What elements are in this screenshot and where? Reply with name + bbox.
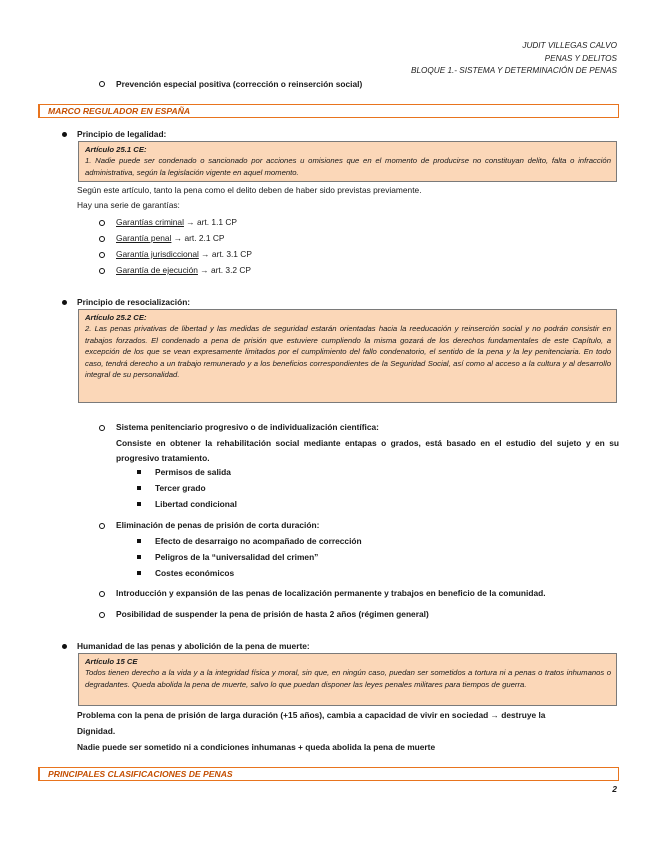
bullet-circle [99,591,105,597]
principle-heading: Humanidad de las penas y abolición de la pena de muerte: [77,641,310,651]
article-box [78,309,617,403]
list-item: Libertad condicional [155,499,237,509]
bullet-square [137,555,141,559]
list-item: Permisos de salida [155,467,231,477]
header-block: BLOQUE 1.- SISTEMA Y DETERMINACIÓN DE PENAS [411,66,617,75]
bullet-square [137,486,141,490]
article-box [78,653,617,706]
bullet-square [137,571,141,575]
bullet-circle [99,425,105,431]
paragraph: Consiste en obtener la rehabilitación social mediante entapas o grados, está basado en el estudio del sujeto y en su progresivo tratamiento. [116,438,619,463]
bullet-square [137,502,141,506]
list-item: Efecto de desarraigo no acompañado de corrección [155,536,362,546]
list-item: Peligros de la “universalidad del crimen” [155,552,319,562]
paragraph: Hay una serie de garantías: [77,200,180,210]
paragraph: Según este artículo, tanto la pena como el delito deben de haber sido previstas previamente. [77,185,422,195]
list-item: Garantía de ejecución → art. 3.2 CP [116,265,252,275]
paragraph: Dignidad. [77,726,116,736]
bullet-disc [62,644,67,649]
list-item: Costes económicos [155,568,235,578]
bullet-circle [99,523,105,529]
bullet-circle [99,236,105,242]
list-item: Sistema penitenciario progresivo o de individualización científica: [116,422,379,432]
article-box [78,141,617,182]
page-number: 2 [612,784,617,794]
bullet-circle [99,220,105,226]
header-subject: PENAS Y DELITOS [544,53,617,63]
article-title: Artículo 15 CE [85,657,138,666]
paragraph: Problema con la pena de prisión de larga duración (+15 años), cambia a capacidad de vivir en sociedad → destruye la [77,710,546,720]
article-title: Artículo 25.1 CE: [85,145,147,154]
list-item: Garantías criminal → art. 1.1 CP [116,217,238,227]
section-heading: MARCO REGULADOR EN ESPAÑA [38,104,619,118]
list-item: Garantía penal → art. 2.1 CP [116,233,225,243]
list-item: Tercer grado [155,483,206,493]
bullet-circle [99,268,105,274]
article-text: Todos tienen derecho a la vida y a la integridad física y moral, sin que, en ningún caso, puedan ser sometidos a tortura ni a penas o tratos inhumanos o degradantes. Queda abolida la pena de muerte, salvo lo que puedan disponer las leyes penales militares para tiempos de guerra. [85,668,611,689]
bullet-square [137,539,141,543]
principle-heading: Principio de resocialización: [77,297,191,307]
bullet-square [137,470,141,474]
list-item: Prevención especial positiva (corrección o reinserción social) [116,79,363,89]
header-author: JUDIT VILLEGAS CALVO [522,41,617,50]
bullet-circle [99,81,105,87]
list-item: Eliminación de penas de prisión de corta duración: [116,520,320,530]
article-title: Artículo 25.2 CE: [85,313,147,322]
principle-heading: Principio de legalidad: [77,129,167,139]
article-text: 2. Las penas privativas de libertad y las medidas de seguridad estarán orientadas hacia la reeducación y reinserción social y no podrán consistir en trabajos forzados. El condenado a pena de prisión que estuviere cumpliendo la misma gozará de los derechos fundamentales de este Capítulo, a excepción de los que se vean expresamente limitados por el cumplimiento del fallo condenatorio, el sentido de la pena y la ley penitenciaria. En todo caso, tendrá derecho a un trabajo remunerado y a los beneficios correspondientes de la Seguridad Social, así como al acceso a la cultura y al desarrollo integral de su personalidad. [85,324,611,380]
bullet-circle [99,252,105,258]
section-heading: PRINCIPALES CLASIFICACIONES DE PENAS [38,767,619,781]
list-item: Garantía jurisdiccional → art. 3.1 CP [116,249,252,259]
paragraph: Nadie puede ser sometido ni a condiciones inhumanas + queda abolida la pena de muerte [77,742,436,752]
list-item: Introducción y expansión de las penas de localización permanente y trabajos en beneficio de la comunidad. [116,588,546,598]
article-text: 1. Nadie puede ser condenado o sancionado por acciones u omisiones que en el momento de producirse no constituyan delito, falta o infracción administrativa, según la legislación vigente en aquel momento. [85,156,611,177]
list-item: Posibilidad de suspender la pena de prisión de hasta 2 años (régimen general) [116,609,429,619]
bullet-circle [99,612,105,618]
bullet-disc [62,132,67,137]
bullet-disc [62,300,67,305]
page-header [411,40,617,78]
